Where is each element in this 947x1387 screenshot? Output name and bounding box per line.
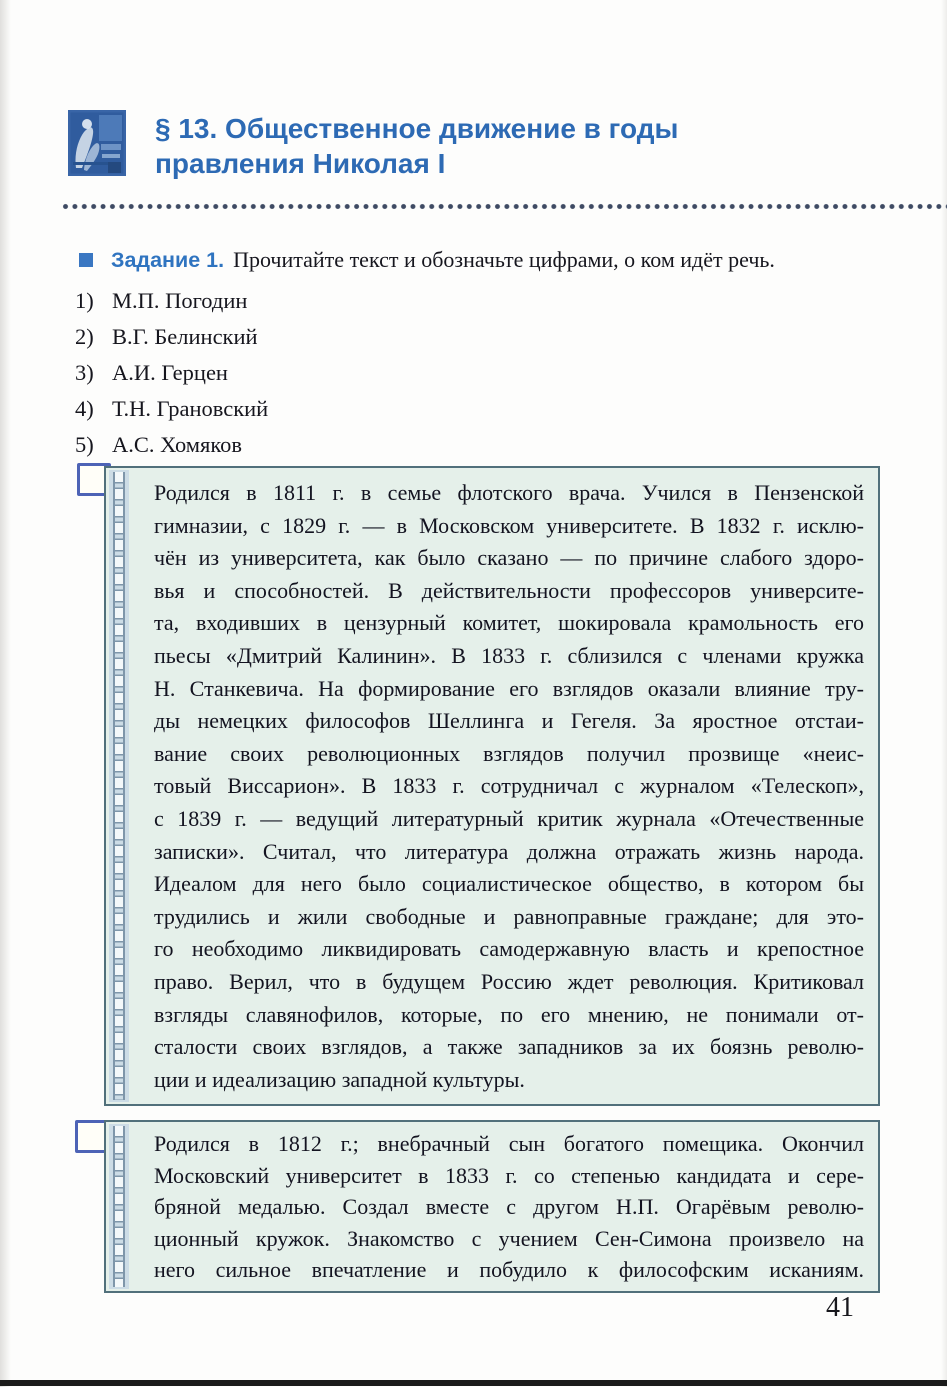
list-item [75,360,268,386]
option-label: В.Г. Белинский [112,324,258,349]
option-label: А.С. Хомяков [112,432,243,457]
scan-bottom-edge [0,1380,947,1386]
biography-text-2: Родился в 1812 г.; внебрачный сын богатого помещика. Окончил Московский университет в 1833 г. со степенью кандидата и сере- бряной медалью. Создал вместе с другом Н.П. Огарёвым револю- ционный кружок. Знакомство с учением Сен-Симона произвело на него сильное впечатление и побудило к философским исканиям. [154,1131,864,1283]
option-number: 4) [75,396,94,421]
dotted-divider [62,202,947,211]
option-number: 3) [75,360,94,385]
scan-edge-shadow-left [0,0,11,1387]
option-number: 2) [75,324,94,349]
list-item [75,288,268,314]
option-label: Т.Н. Грановский [112,396,269,421]
page-title-line1: § 13. Общественное движение в годы [155,113,679,144]
option-number: 5) [75,432,94,457]
filmstrip-decoration [109,1124,129,1289]
task-line [79,247,909,273]
biography-box-1 [104,466,880,1106]
task-instruction: Прочитайте текст и обозначьте цифрами, о ком идёт речь. [233,247,775,272]
option-label: М.П. Погодин [112,288,248,313]
square-bullet-icon [79,253,93,267]
page-number: 41 [826,1292,854,1323]
page-title [155,111,915,181]
section-illustration-icon [68,110,126,176]
options-list [75,288,268,468]
option-number: 1) [75,288,94,313]
page-title-line2: правления Николая I [155,148,446,179]
list-item [75,432,268,458]
task-label: Задание 1. [111,248,225,272]
option-label: А.И. Герцен [112,360,228,385]
filmstrip-decoration [109,470,129,1102]
list-item [75,324,268,350]
list-item [75,396,268,422]
biography-box-2 [104,1120,880,1293]
biography-text-1: Родился в 1811 г. в семье флотского врача. Учился в Пензенской гимназии, с 1829 г. — в Московском университете. В 1832 г. исклю- чён из университета, как было сказано — по причине слабого здоро- вья и способностей. В действительности профессоров университе- та, входивших в цензурный комитет, шокировала крамольность его пьесы «Дмитрий Калинин». В 1833 г. сблизился с членами кружка Н. Станкевича. На формирование его взглядов оказали влияние тру- ды немецких философов Шеллинга и Гегеля. За яростное отстаи- вание своих революционных взглядов получил прозвище «неис- товый Виссарион». В 1833 г. сотрудничал с журналом «Телескоп», с 1839 г. — ведущий литературный критик журнала «Отечественные записки». Считал, что литература должна отражать жизнь народа. Идеалом для него было социалистическое общество, в котором бы трудились и жили свободные и равноправные граждане; для это- го необходимо ликвидировать самодержавную власть и крепостное право. Верил, что в будущем Россию ждет революция. Критиковал взгляды славянофилов, которые, по его мнению, не понимали от- сталости своих взглядов, а также западников за их боязнь револю- ции и идеализацию западной культуры. [154,480,864,1092]
